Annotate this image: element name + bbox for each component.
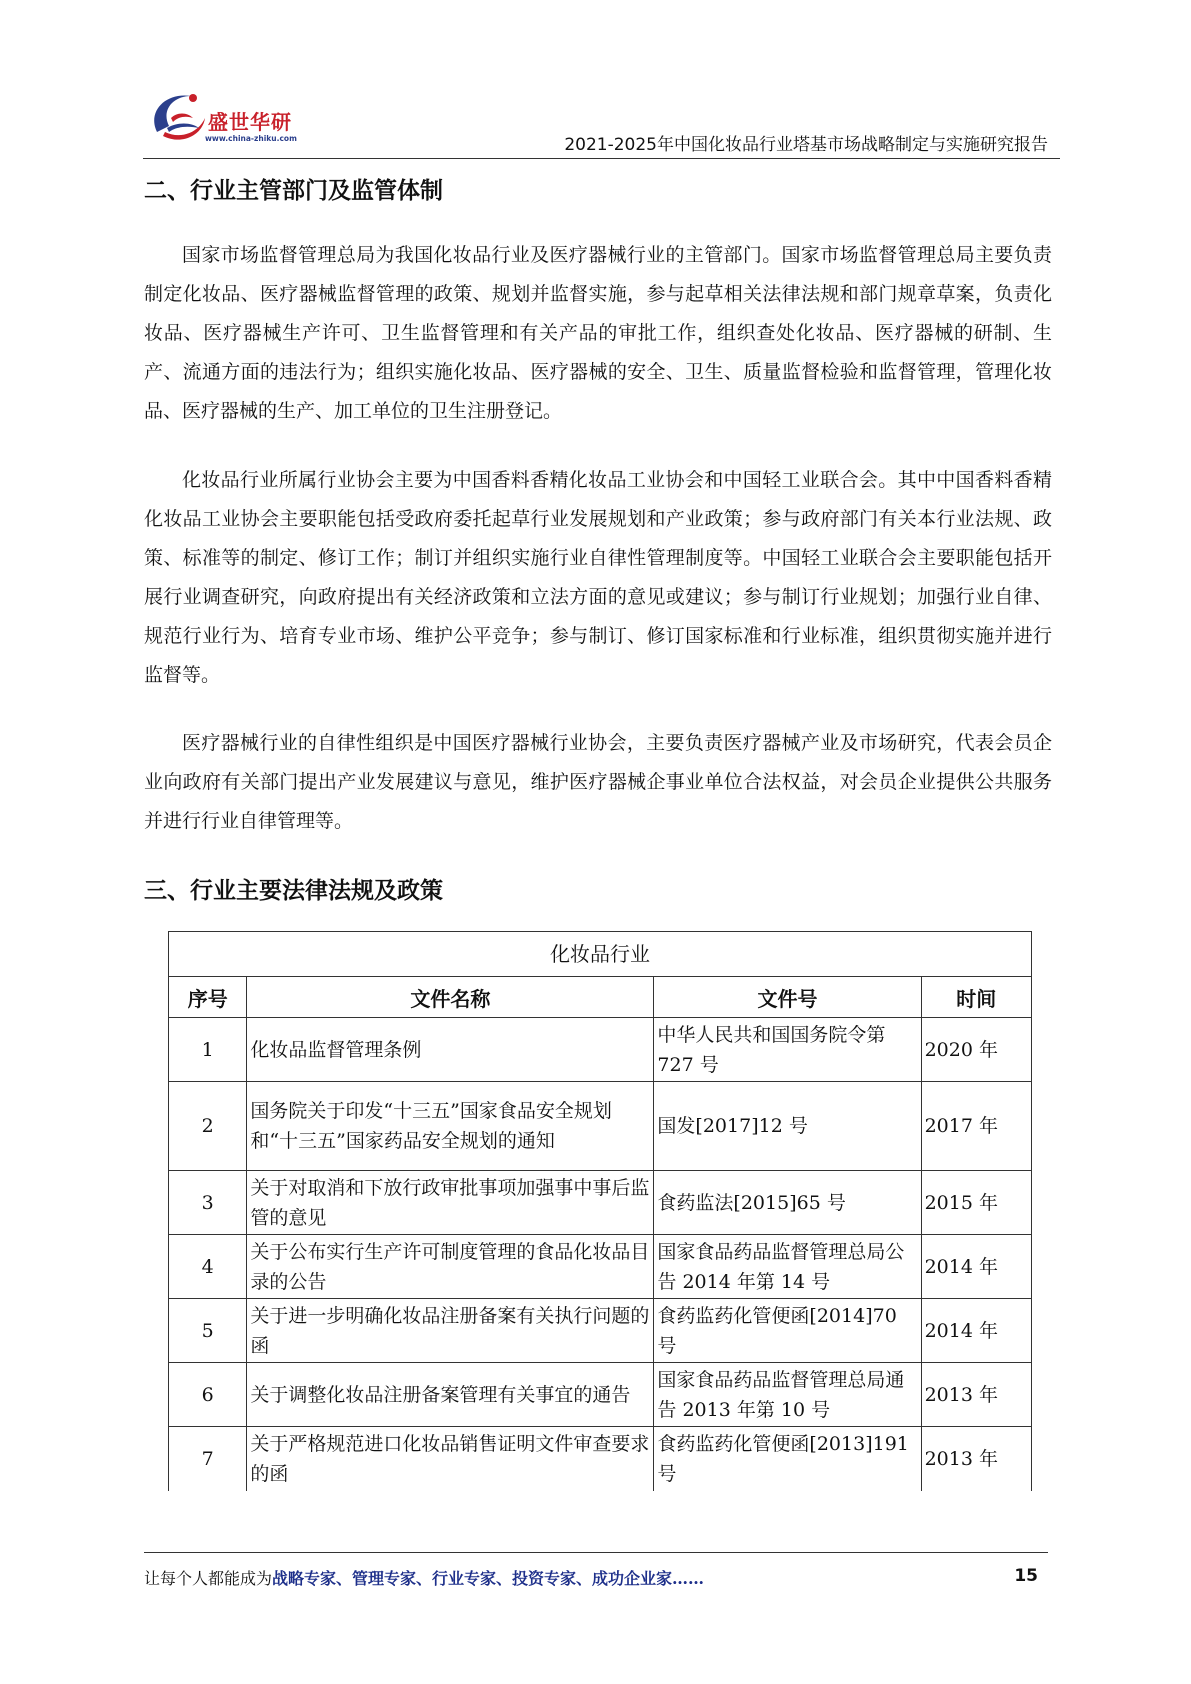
row-name: 关于对取消和下放行政审批事项加强事中事后监管的意见 xyxy=(247,1171,654,1235)
header-time: 时间 xyxy=(921,977,1031,1018)
row-doc: 食药监药化管便函[2013]191 号 xyxy=(654,1427,921,1491)
row-no: 4 xyxy=(169,1235,247,1299)
row-time: 2015 年 xyxy=(921,1171,1031,1235)
row-name: 关于进一步明确化妆品注册备案有关执行问题的函 xyxy=(247,1299,654,1363)
table-row xyxy=(169,1235,1032,1299)
header-name: 文件名称 xyxy=(247,977,654,1018)
paragraph-3: 医疗器械行业的自律性组织是中国医疗器械行业协会，主要负责医疗器械产业及市场研究，代表会员企业向政府有关部门提出产业发展建议与意见，维护医疗器械企事业单位合法权益，对会员企业提供公共服务并进行行业自律管理等。 xyxy=(144,732,1052,832)
header-doc: 文件号 xyxy=(654,977,921,1018)
paragraph-1: 国家市场监督管理总局为我国化妆品行业及医疗器械行业的主管部门。国家市场监督管理总局主要负责制定化妆品、医疗器械监督管理的政策、规划并监督实施，参与起草相关法律法规和部门规章草案，负责化妆品、医疗器械生产许可、卫生监督管理和有关产品的审批工作，组织查处化妆品、医疗器械的研制、生产、流通方面的违法行为；组织实施化妆品、医疗器械的安全、卫生、质量监督检验和监督管理，管理化妆品、医疗器械的生产、加工单位的卫生注册登记。 xyxy=(144,244,1052,422)
row-name: 国务院关于印发“十三五”国家食品安全规划和“十三五”国家药品安全规划的通知 xyxy=(247,1082,654,1171)
row-time: 2013 年 xyxy=(921,1427,1031,1491)
logo-swoosh-icon xyxy=(143,82,213,152)
row-name: 化妆品监督管理条例 xyxy=(247,1018,654,1082)
row-doc: 国发[2017]12 号 xyxy=(654,1082,921,1171)
paragraph-2: 化妆品行业所属行业协会主要为中国香料香精化妆品工业协会和中国轻工业联合会。其中中国香料香精化妆品工业协会主要职能包括受政府委托起草行业发展规划和产业政策；参与政府部门有关本行业法规、政策、标准等的制定、修订工作；制订并组织实施行业自律性管理制度等。中国轻工业联合会主要职能包括开展行业调查研究，向政府提出有关经济政策和立法方面的意见或建议；参与制订行业规划；加强行业自律、规范行业行为、培育专业市场、维护公平竞争；参与制订、修订国家标准和行业标准，组织贯彻实施并进行监督等。 xyxy=(144,469,1052,686)
row-name: 关于调整化妆品注册备案管理有关事宜的通告 xyxy=(247,1363,654,1427)
page-header xyxy=(143,82,1060,159)
table-header-row xyxy=(169,977,1032,1018)
row-no: 5 xyxy=(169,1299,247,1363)
page-footer xyxy=(144,1566,1048,1589)
slogan-emphasis: 战略专家、管理专家、行业专家、投资专家、成功企业家…… xyxy=(272,1569,705,1588)
table-row xyxy=(169,1299,1032,1363)
row-no: 1 xyxy=(169,1018,247,1082)
table-row xyxy=(169,1171,1032,1235)
row-time: 2013 年 xyxy=(921,1363,1031,1427)
row-time: 2017 年 xyxy=(921,1082,1031,1171)
row-no: 3 xyxy=(169,1171,247,1235)
row-time: 2014 年 xyxy=(921,1299,1031,1363)
row-doc: 食药监法[2015]65 号 xyxy=(654,1171,921,1235)
regulations-table xyxy=(168,931,1032,1491)
row-doc: 国家食品药品监督管理总局通告 2013 年第 10 号 xyxy=(654,1363,921,1427)
table-row xyxy=(169,1082,1032,1171)
slogan-lead: 让每个人都能成为 xyxy=(144,1569,273,1588)
table-caption-row xyxy=(169,932,1032,977)
row-name: 关于严格规范进口化妆品销售证明文件审查要求的函 xyxy=(247,1427,654,1491)
row-doc: 中华人民共和国国务院令第 727 号 xyxy=(654,1018,921,1082)
section-heading-regulators: 二、行业主管部门及监管体制 xyxy=(144,178,443,204)
table-row xyxy=(169,1018,1032,1082)
row-no: 6 xyxy=(169,1363,247,1427)
logo-name: 盛世华研 xyxy=(208,110,292,134)
header-no: 序号 xyxy=(169,977,247,1018)
row-doc: 食药监药化管便函[2014]70 号 xyxy=(654,1299,921,1363)
row-no: 7 xyxy=(169,1427,247,1491)
row-time: 2014 年 xyxy=(921,1235,1031,1299)
row-name: 关于公布实行生产许可制度管理的食品化妆品目录的公告 xyxy=(247,1235,654,1299)
section-heading-laws: 三、行业主要法律法规及政策 xyxy=(144,878,443,904)
table-row xyxy=(169,1363,1032,1427)
report-title: 2021-2025年中国化妆品行业塔基市场战略制定与实施研究报告 xyxy=(564,135,1048,155)
row-no: 2 xyxy=(169,1082,247,1171)
row-doc: 国家食品药品监督管理总局公告 2014 年第 14 号 xyxy=(654,1235,921,1299)
page-number: 15 xyxy=(1014,1566,1038,1586)
company-logo xyxy=(143,82,313,152)
footer-divider xyxy=(144,1552,1048,1553)
table-caption: 化妆品行业 xyxy=(169,932,1032,977)
table-row xyxy=(169,1427,1032,1491)
row-time: 2020 年 xyxy=(921,1018,1031,1082)
logo-url: www.china-zhiku.com xyxy=(205,134,297,143)
